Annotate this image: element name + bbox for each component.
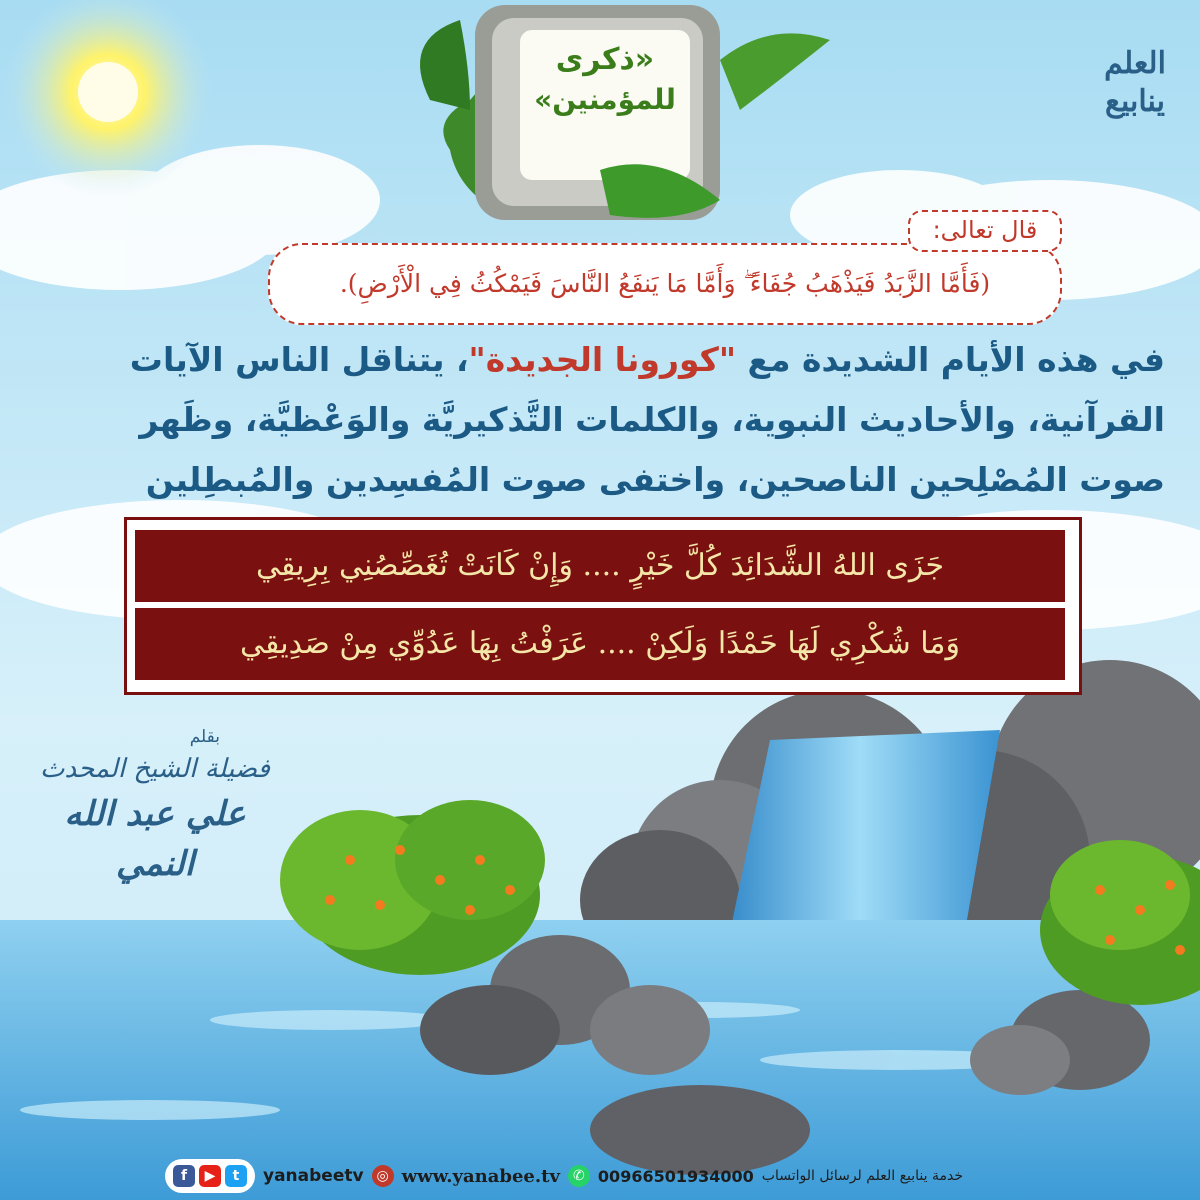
logo-line-2: العلم bbox=[1104, 46, 1166, 81]
quran-verse: (فَأَمَّا الزَّبَدُ فَيَذْهَبُ جُفَاءً ۖ وَأَمَّا مَا يَنفَعُ النَّاسَ فَيَمْكُثُ فِي الْأَرْضِ). bbox=[339, 269, 991, 298]
website-icon: ◎ bbox=[372, 1165, 394, 1187]
body-line-1 bbox=[30, 330, 1165, 390]
author-title: فضيلة الشيخ المحدث bbox=[40, 754, 270, 784]
body-line-3: صوت المُصْلِحين الناصحين، واختفى صوت المُفسِدين والمُبطِلين bbox=[145, 460, 1165, 499]
author-block bbox=[30, 725, 280, 889]
logo-line-1: ينابيع bbox=[1105, 84, 1165, 119]
body-line-1-post: ، يتناقل الناس الآيات bbox=[129, 340, 469, 379]
body-line-1-pre: في هذه الأيام الشديدة مع bbox=[736, 340, 1165, 379]
poem-line-2: وَمَا شُكْرِي لَهَا حَمْدًا وَلَكِنْ .... عَرَفْتُ بِهَا عَدُوِّي مِنْ صَدِيقِي bbox=[135, 608, 1065, 680]
footer-bar bbox=[165, 1158, 1195, 1194]
badge-line-1: «ذكرى bbox=[555, 42, 655, 77]
social-handle[interactable]: yanabeetv bbox=[263, 1166, 364, 1186]
author-by: بقلم bbox=[189, 727, 220, 747]
whatsapp-service-label: خدمة ينابيع العلم لرسائل الواتساب bbox=[761, 1168, 964, 1184]
body-line-2: القرآنية، والأحاديث النبوية، والكلمات التَّذكيريَّة والوَعْظيَّة، وظَهر bbox=[139, 400, 1165, 439]
website-link[interactable]: www.yanabee.tv bbox=[401, 1165, 560, 1187]
body-paragraph bbox=[30, 330, 1165, 510]
twitter-icon[interactable]: t bbox=[225, 1165, 247, 1187]
badge-line-2: للمؤمنين» bbox=[534, 83, 676, 116]
badge bbox=[520, 40, 690, 120]
quran-verse-box bbox=[268, 243, 1062, 325]
brand-logo bbox=[1080, 45, 1190, 121]
poem-box bbox=[124, 517, 1082, 695]
youtube-icon[interactable]: ▶ bbox=[199, 1165, 221, 1187]
author-name: علي عبد الله النمي bbox=[64, 794, 246, 884]
facebook-icon[interactable]: f bbox=[173, 1165, 195, 1187]
social-icons bbox=[165, 1159, 255, 1193]
whatsapp-number[interactable]: 00966501934000 bbox=[597, 1166, 754, 1186]
quote-label: قال تعالى: bbox=[908, 210, 1062, 252]
whatsapp-icon: ✆ bbox=[568, 1165, 590, 1187]
poem-line-1: جَزَى اللهُ الشَّدَائِدَ كُلَّ خَيْرٍ .... وَإِنْ كَانَتْ تُغَصِّصُنِي بِرِيقِي bbox=[135, 530, 1065, 602]
body-highlight: "كورونا الجديدة" bbox=[468, 340, 737, 379]
